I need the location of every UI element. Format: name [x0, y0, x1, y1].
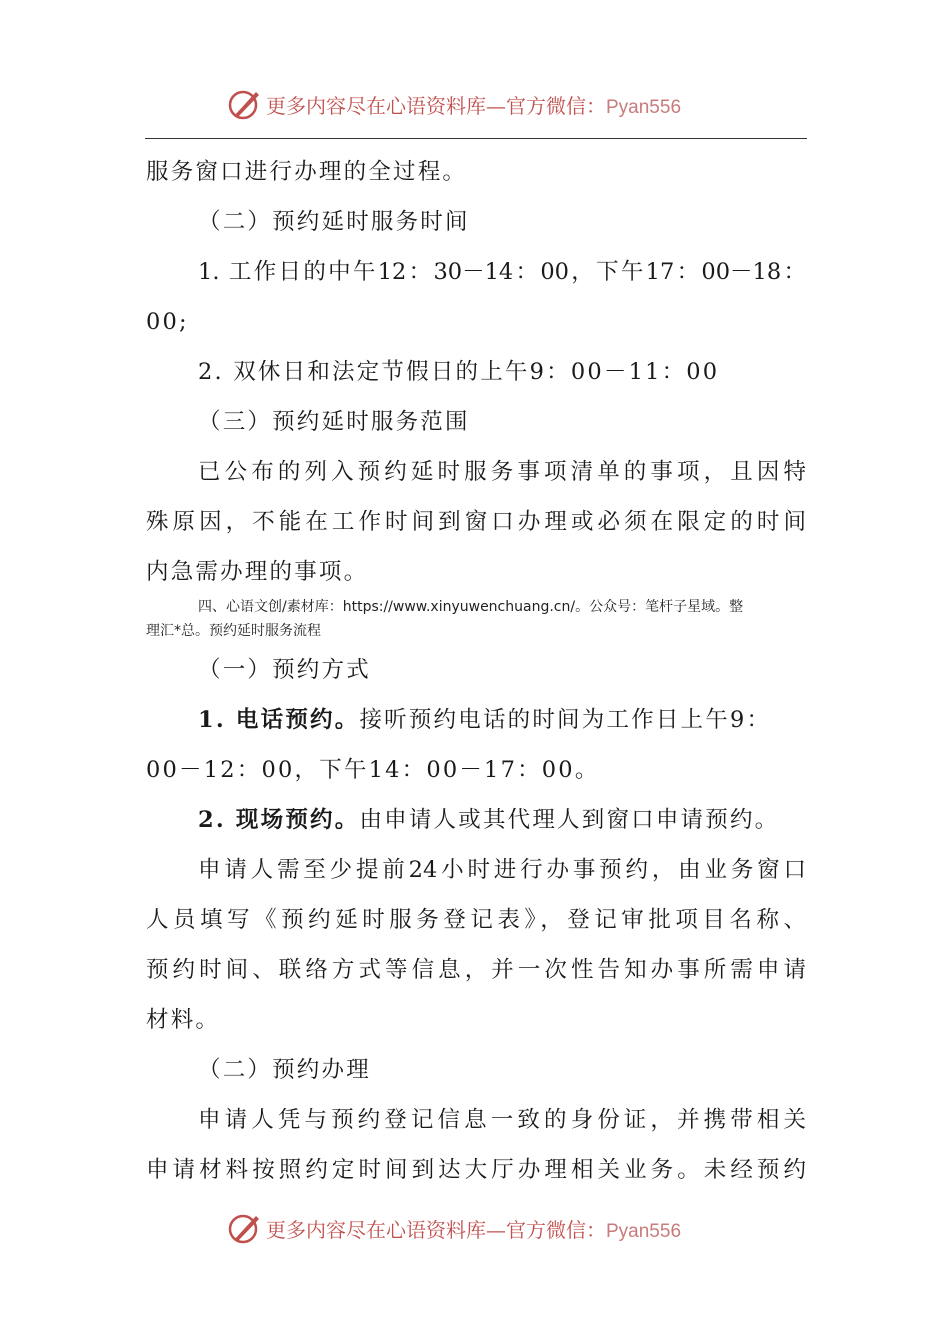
source-note: 四、心语文创/素材库：https://www.xinyuwenchuang.cn/。公众号：笔杆子星域。整: [198, 599, 744, 615]
paragraph-line: 2. 双休日和法定节假日的上午9：00－11：00: [198, 359, 720, 385]
footer-banner-text: 更多内容尽在心语资料库—官方微信：Pyan556: [266, 1217, 682, 1242]
paragraph-line: 人员填写《预约延时服务登记表》，登记审批项目名称、: [146, 907, 806, 933]
paragraph-line: 00－12：00，下午14：00－17：00。: [146, 757, 600, 783]
header-banner: [226, 84, 746, 124]
section-heading: （二）预约办理: [198, 1057, 371, 1083]
paragraph-line: 1. 电话预约。接听预约电话的时间为工作日上午9：: [198, 707, 772, 733]
header-banner-text: 更多内容尽在心语资料库—官方微信：Pyan556: [266, 93, 682, 118]
item-title: 2. 现场预约。: [198, 807, 360, 833]
paragraph-line: 已公布的列入预约延时服务事项清单的事项，且因特: [198, 459, 806, 485]
section-heading: （三）预约延时服务范围: [198, 409, 470, 435]
paragraph-line: 申请人需至少提前24小时进行办事预约，由业务窗口: [198, 857, 806, 883]
footer-banner: [226, 1208, 746, 1248]
source-note: 理汇*总。预约延时服务流程: [146, 623, 321, 639]
section-heading: （一）预约方式: [198, 657, 371, 683]
paragraph-line: 申请材料按照约定时间到达大厅办理相关业务。未经预约: [146, 1157, 806, 1183]
section-heading: （二）预约延时服务时间: [198, 209, 470, 235]
paragraph-line: 1. 工作日的中午12：30－14：00，下午17：00－18：: [198, 259, 806, 285]
paragraph-line: 申请人凭与预约登记信息一致的身份证，并携带相关: [198, 1107, 806, 1133]
header-wechat-id: Pyan556: [606, 96, 682, 118]
paragraph-line: 材料。: [146, 1007, 221, 1033]
header-divider: [145, 138, 807, 139]
paragraph-line: 00;: [146, 309, 189, 335]
paragraph-line: 2. 现场预约。由申请人或其代理人到窗口申请预约。: [198, 807, 780, 833]
paragraph-line: 服务窗口进行办理的全过程。: [146, 159, 468, 185]
item-title: 1. 电话预约。: [198, 707, 360, 733]
paragraph-line: 内急需办理的事项。: [146, 559, 369, 585]
quill-logo-icon: [226, 86, 262, 122]
paragraph-line: 殊原因，不能在工作时间到窗口办理或必须在限定的时间: [146, 509, 806, 535]
footer-wechat-id: Pyan556: [606, 1220, 682, 1242]
quill-logo-icon: [226, 1210, 262, 1246]
paragraph-line: 预约时间、联络方式等信息，并一次性告知办事所需申请: [146, 957, 806, 983]
